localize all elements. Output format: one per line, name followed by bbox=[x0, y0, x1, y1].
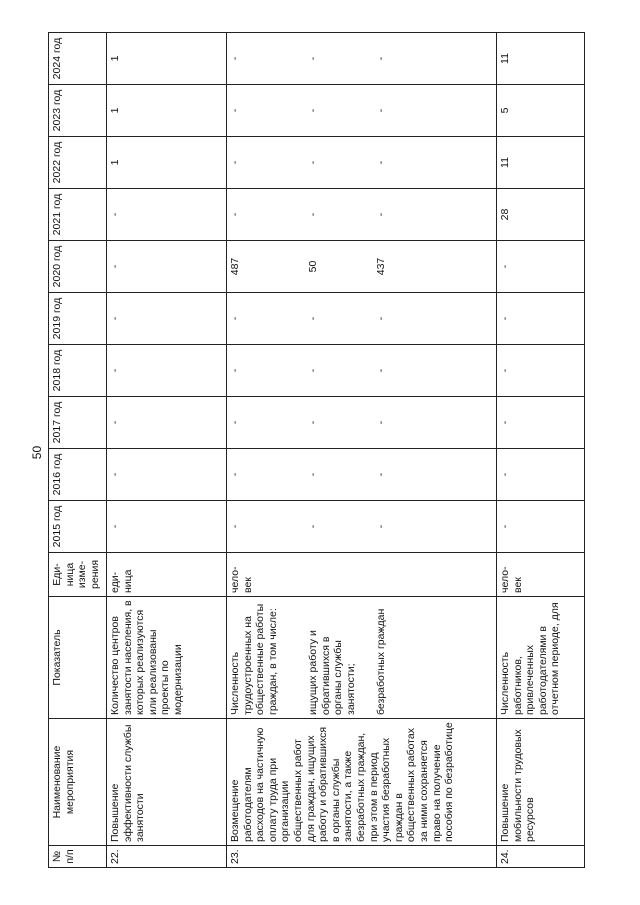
header-year: 2020 год bbox=[49, 241, 107, 293]
row-value: 5 bbox=[497, 85, 585, 137]
row-value: - bbox=[107, 501, 227, 553]
row-value: 11 bbox=[497, 33, 585, 85]
header-year: 2023 год bbox=[49, 85, 107, 137]
header-year: 2015 год bbox=[49, 501, 107, 553]
sub-indicator: ищущих работу и обратившихся в органы службы занятости; bbox=[307, 630, 357, 715]
header-year: 2017 год bbox=[49, 397, 107, 449]
sub-value: - bbox=[375, 160, 387, 165]
header-indicator: Показатель bbox=[49, 597, 107, 719]
row-value: - bbox=[107, 189, 227, 241]
sub-value: - bbox=[375, 212, 387, 217]
row-value: - bbox=[229, 108, 241, 113]
row-value: - bbox=[229, 316, 241, 321]
row-value: - bbox=[497, 293, 585, 345]
value-group bbox=[227, 345, 497, 397]
sub-value: - bbox=[307, 524, 319, 529]
row-value: 11 bbox=[497, 137, 585, 189]
page-number: 50 bbox=[30, 445, 44, 460]
sub-value: - bbox=[307, 316, 319, 321]
row-name: Возмещение работодателям расходов на частичную оплату труда при организации общественных работ для граждан, ищущих работу и обратившихся в органы службы занятости, а также безработных граждан, при этом в период участия безработных граждан в общественных работах за ними сохраняется право на получение пособия по безработице bbox=[227, 719, 497, 846]
row-value: - bbox=[497, 397, 585, 449]
row-value: - bbox=[107, 397, 227, 449]
header-unit: Еди-ница изме-рения bbox=[49, 553, 107, 597]
row-value: - bbox=[497, 501, 585, 553]
sub-value: - bbox=[375, 472, 387, 477]
row-unit: чело-век bbox=[227, 553, 497, 597]
header-year: 2018 год bbox=[49, 345, 107, 397]
row-indicator-group bbox=[227, 597, 497, 719]
sub-value: - bbox=[375, 316, 387, 321]
sub-value: - bbox=[307, 108, 319, 113]
table-row bbox=[107, 33, 227, 868]
sub-value: - bbox=[307, 160, 319, 165]
sub-value: - bbox=[307, 56, 319, 61]
sub-value: - bbox=[375, 420, 387, 425]
sub-value: - bbox=[375, 368, 387, 373]
sub-value: - bbox=[375, 56, 387, 61]
value-group bbox=[227, 293, 497, 345]
row-indicator: Численность трудоустроенных на общественные работы граждан, в том числе: bbox=[229, 603, 279, 715]
row-num: 23. bbox=[227, 846, 497, 868]
sub-value: - bbox=[307, 472, 319, 477]
row-value: 1 bbox=[107, 85, 227, 137]
sub-value: - bbox=[375, 524, 387, 529]
value-group bbox=[227, 501, 497, 553]
sub-value: - bbox=[307, 212, 319, 217]
header-year: 2021 год bbox=[49, 189, 107, 241]
row-value: - bbox=[107, 293, 227, 345]
row-value: - bbox=[107, 345, 227, 397]
row-value: - bbox=[229, 472, 241, 477]
row-unit: еди-ница bbox=[107, 553, 227, 597]
header-year: 2016 год bbox=[49, 449, 107, 501]
value-group bbox=[227, 189, 497, 241]
header-year: 2024 год bbox=[49, 33, 107, 85]
value-group bbox=[227, 85, 497, 137]
header-num: № п/п bbox=[49, 846, 107, 868]
value-group bbox=[227, 33, 497, 85]
row-value: 1 bbox=[107, 33, 227, 85]
row-value: - bbox=[229, 368, 241, 373]
sub-value: 437 bbox=[375, 257, 387, 276]
row-value: 28 bbox=[497, 189, 585, 241]
sub-value: - bbox=[307, 368, 319, 373]
row-name: Повышение мобильности трудовых ресурсов bbox=[497, 719, 585, 846]
row-unit: чело-век bbox=[497, 553, 585, 597]
sub-value: - bbox=[375, 108, 387, 113]
header-year: 2022 год bbox=[49, 137, 107, 189]
row-value: - bbox=[107, 241, 227, 293]
value-group bbox=[227, 241, 497, 293]
row-value: - bbox=[229, 524, 241, 529]
sub-value: - bbox=[307, 420, 319, 425]
row-value: - bbox=[229, 420, 241, 425]
row-value: - bbox=[497, 449, 585, 501]
measures-table bbox=[48, 32, 585, 868]
value-group bbox=[227, 449, 497, 501]
row-indicator: Численность работников, привлеченных работодателями в отчетном периоде, для bbox=[497, 597, 585, 719]
row-value: 1 bbox=[107, 137, 227, 189]
value-group bbox=[227, 137, 497, 189]
row-value: - bbox=[497, 345, 585, 397]
row-indicator: Количество центров занятости населения, в которых реализуются или реализованы проекты по модернизации bbox=[107, 597, 227, 719]
row-value: - bbox=[497, 241, 585, 293]
row-name: Повышение эффективности службы занятости bbox=[107, 719, 227, 846]
row-num: 24. bbox=[497, 846, 585, 868]
row-num: 22. bbox=[107, 846, 227, 868]
row-value: 487 bbox=[229, 257, 241, 276]
header-name: Наименование мероприятия bbox=[49, 719, 107, 846]
row-value: - bbox=[229, 160, 241, 165]
table-row bbox=[497, 33, 585, 868]
table-row bbox=[227, 33, 497, 868]
row-value: - bbox=[107, 449, 227, 501]
sub-value: 50 bbox=[307, 260, 319, 273]
header-year: 2019 год bbox=[49, 293, 107, 345]
value-group bbox=[227, 397, 497, 449]
row-value: - bbox=[229, 56, 241, 61]
header-row bbox=[49, 33, 107, 868]
row-value: - bbox=[229, 212, 241, 217]
sub-indicator: безработных граждан bbox=[375, 608, 387, 715]
